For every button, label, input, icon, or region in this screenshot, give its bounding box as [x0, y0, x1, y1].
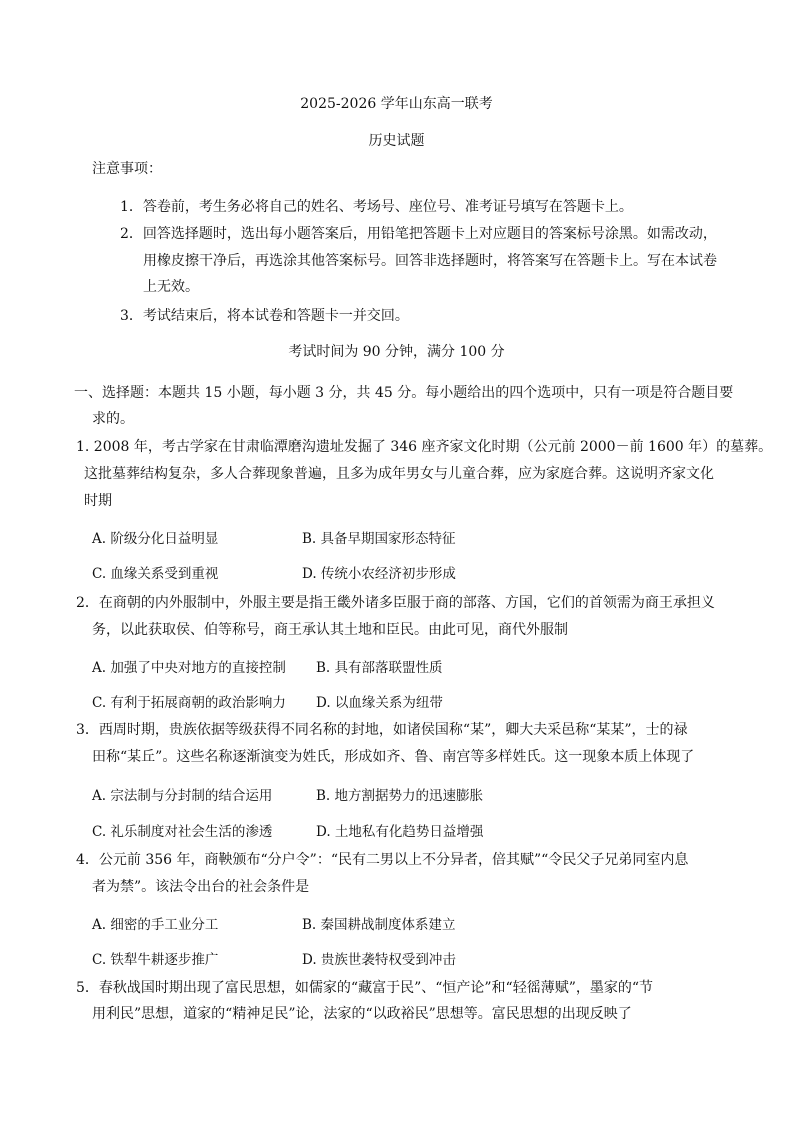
- notice-item-continued: 上无效。: [143, 279, 199, 295]
- question-3-stem: 3．西周时期，贵族依据等级获得不同名称的封地，如诸侯国称“某”，卿大夫采邑称“某某”，士的禄: [76, 722, 688, 738]
- question-3-option-a[interactable]: A. 宗法制与分封制的结合运用: [92, 788, 273, 804]
- notice-item: 2．回答选择题时，选出每小题答案后，用铅笔把答题卡上对应题目的答案标号涂黑。如需改动，: [120, 226, 717, 242]
- question-4-option-b[interactable]: B. 秦国耕战制度体系建立: [302, 917, 456, 933]
- notice-item: 1．答卷前，考生务必将自己的姓名、考场号、座位号、准考证号填写在答题卡上。: [120, 199, 633, 215]
- time-info: 考试时间为 90 分钟，满分 100 分: [288, 344, 505, 360]
- notice-label: 注意事项：: [92, 161, 162, 177]
- subject-title: 历史试题: [368, 133, 425, 149]
- section-heading-continued: 求的。: [92, 411, 134, 427]
- question-4-stem: 者为禁”。该法令出台的社会条件是: [92, 879, 310, 895]
- question-1-option-c[interactable]: C. 血缘关系受到重视: [92, 566, 219, 582]
- question-2-option-a[interactable]: A. 加强了中央对地方的直接控制: [92, 660, 286, 676]
- question-2-option-b[interactable]: B. 具有部落联盟性质: [316, 660, 443, 676]
- question-3-option-b[interactable]: B. 地方割据势力的迅速膨胀: [316, 788, 484, 804]
- question-1-option-d[interactable]: D. 传统小农经济初步形成: [302, 566, 456, 582]
- question-2-stem: 务，以此获取侯、伯等称号，商王承认其土地和臣民。由此可见，商代外服制: [92, 622, 568, 638]
- question-3-option-c[interactable]: C. 礼乐制度对社会生活的渗透: [92, 824, 273, 840]
- question-5-stem: 用利民”思想，道家的“精神足民”论，法家的“以政裕民”思想等。富民思想的出现反映了: [92, 1006, 632, 1022]
- notice-item-continued: 用橡皮擦干净后，再选涂其他答案标号。回答非选择题时，将答案写在答题卡上。写在本试卷: [143, 253, 717, 269]
- section-heading: 一、选择题：本题共 15 小题，每小题 3 分，共 45 分。每小题给出的四个选项中，只有一项是符合题目要: [74, 385, 734, 401]
- question-3-option-d[interactable]: D. 土地私有化趋势日益增强: [316, 824, 484, 840]
- question-1-stem: 这批墓葬结构复杂，多人合葬现象普遍，且多为成年男女与儿童合葬，应为家庭合葬。这说明齐家文化: [84, 466, 714, 482]
- question-3-stem: 田称“某丘”。这些名称逐渐演变为姓氏，形成如齐、鲁、南宫等多样姓氏。这一现象本质上体现了: [92, 749, 695, 765]
- question-2-option-c[interactable]: C. 有利于拓展商朝的政治影响力: [92, 695, 286, 711]
- question-4-stem: 4．公元前 356 年，商鞅颁布“分户令”：“民有二男以上不分异者，倍其赋”“令民父子兄弟同室内息: [76, 852, 689, 868]
- question-1-stem: 时期: [84, 493, 112, 509]
- question-1-option-b[interactable]: B. 具备早期国家形态特征: [302, 531, 456, 547]
- question-5-stem: 5．春秋战国时期出现了富民思想，如儒家的“藏富于民”、“恒产论”和“轻徭薄赋”，墨家的“节: [76, 980, 654, 996]
- exam-title: 2025-2026 学年山东高一联考: [300, 96, 493, 112]
- question-4-option-a[interactable]: A. 细密的手工业分工: [92, 917, 219, 933]
- notice-item: 3．考试结束后，将本试卷和答题卡一并交回。: [120, 308, 409, 324]
- question-2-stem: 2．在商朝的内外服制中，外服主要是指王畿外诸多臣服于商的部落、方国，它们的首领需为商王承担义: [76, 595, 715, 611]
- question-4-option-c[interactable]: C. 铁犁牛耕逐步推广: [92, 952, 219, 968]
- question-1-option-a[interactable]: A. 阶级分化日益明显: [92, 531, 219, 547]
- question-2-option-d[interactable]: D. 以血缘关系为纽带: [316, 695, 443, 711]
- question-4-option-d[interactable]: D. 贵族世袭特权受到冲击: [302, 952, 456, 968]
- question-1-stem: 1. 2008 年，考古学家在甘肃临潭磨沟遗址发掘了 346 座齐家文化时期（公元前 2000－前 1600 年）的墓葬。: [76, 439, 773, 455]
